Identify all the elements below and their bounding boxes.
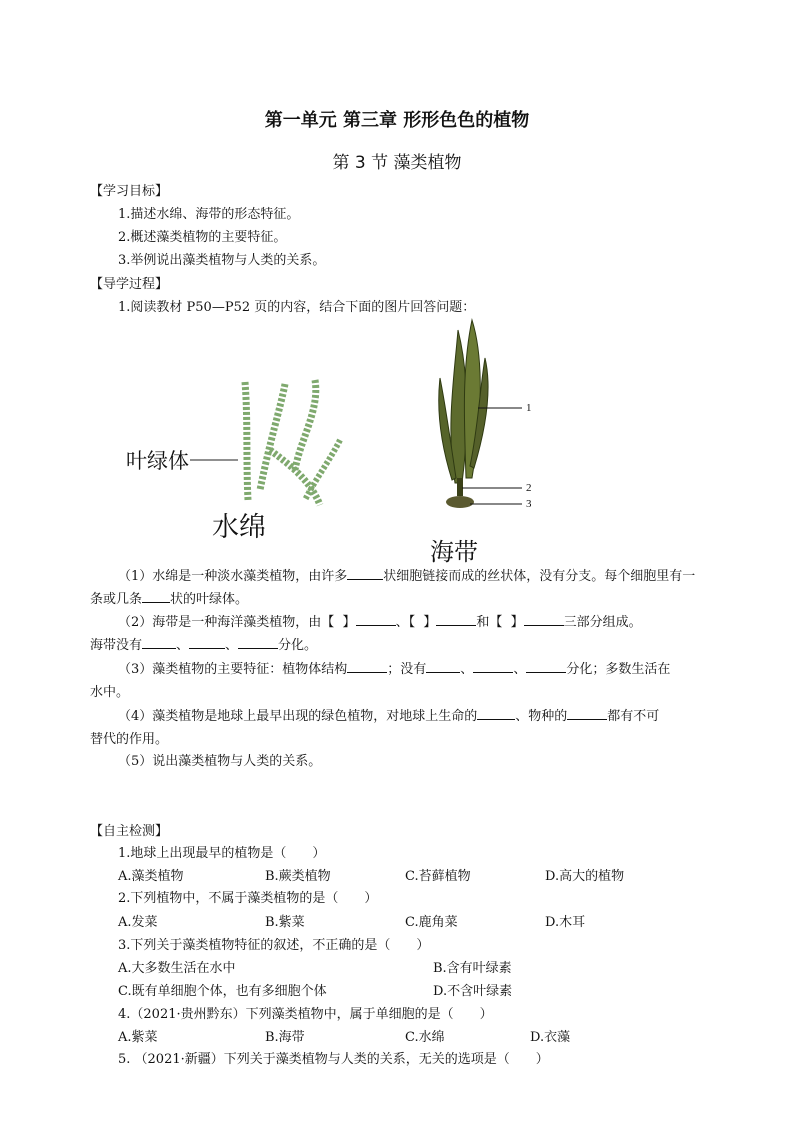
check-question-5: 5. （2021·新疆）下列关于藻类植物与人类的关系，无关的选项是（ ） bbox=[118, 1052, 549, 1067]
check-option: B.蕨类植物 bbox=[265, 869, 331, 884]
check-option: A.大多数生活在水中 bbox=[118, 961, 236, 976]
check-option: D.木耳 bbox=[545, 915, 586, 930]
process-heading: 【导学过程】 bbox=[90, 277, 169, 292]
question-4: （4）藻类植物是地球上最早出现的绿色植物，对地球上生命的 、物种的 都有不可 bbox=[118, 709, 660, 724]
check-option: A.发菜 bbox=[118, 915, 158, 930]
check-option: D.衣藻 bbox=[530, 1030, 571, 1045]
objective-item: 3.举例说出藻类植物与人类的关系。 bbox=[118, 253, 326, 268]
question-2: （2）海带是一种海洋藻类植物，由【 】 、【 】 和【 】 三部分组成。 bbox=[118, 615, 642, 630]
check-option: A.紫菜 bbox=[118, 1030, 158, 1045]
check-option: B.含有叶绿素 bbox=[433, 961, 512, 976]
check-question-2: 2.下列植物中，不属于藻类植物的是（ ） bbox=[118, 891, 378, 906]
check-question-1: 1.地球上出现最早的植物是（ ） bbox=[118, 846, 326, 861]
check-option: B.紫菜 bbox=[265, 915, 305, 930]
section-title: 第 3 节 藻类植物 bbox=[332, 153, 462, 173]
question-3-cont: 水中。 bbox=[90, 685, 130, 700]
check-question-4: 4.（2021·贵州黔东）下列藻类植物中，属于单细胞的是（ ） bbox=[118, 1007, 493, 1022]
chlorophyll-label: 叶绿体 bbox=[126, 449, 189, 473]
check-heading: 【自主检测】 bbox=[90, 824, 169, 839]
check-option: D.高大的植物 bbox=[545, 869, 625, 884]
objective-item: 2.概述藻类植物的主要特征。 bbox=[118, 230, 287, 245]
kelp-label-3: 3 bbox=[526, 498, 532, 510]
check-option: A.藻类植物 bbox=[118, 869, 184, 884]
page-title: 第一单元 第三章 形形色色的植物 bbox=[264, 110, 530, 131]
question-2-cont: 海带没有 、 、 分化。 bbox=[90, 638, 318, 653]
check-option: C.苔藓植物 bbox=[405, 869, 471, 884]
kelp-illustration bbox=[410, 318, 560, 518]
question-5: （5）说出藻类植物与人类的关系。 bbox=[118, 754, 322, 769]
check-question-3: 3.下列关于藻类植物特征的叙述，不正确的是（ ） bbox=[118, 938, 430, 953]
kelp-figure bbox=[410, 318, 560, 568]
kelp-label-2: 2 bbox=[526, 482, 532, 494]
objectives-heading: 【学习目标】 bbox=[90, 184, 169, 199]
check-option: B.海带 bbox=[265, 1030, 305, 1045]
check-option: C.水绵 bbox=[405, 1030, 445, 1045]
process-intro: 1.阅读教材 P50—P52 页的内容，结合下面的图片回答问题： bbox=[118, 300, 476, 315]
spirogyra-figure bbox=[120, 370, 360, 550]
objective-item: 1.描述水绵、海带的形态特征。 bbox=[118, 207, 300, 222]
question-1: （1）水绵是一种淡水藻类植物，由许多 状细胞链接而成的丝状体，没有分支。每个细胞里有一条或几条 状的叶绿体。 bbox=[90, 569, 696, 607]
question-3: （3）藻类植物的主要特征：植物体结构 ；没有 、 、 分化；多数生活在 bbox=[118, 662, 671, 677]
question-4-cont: 替代的作用。 bbox=[90, 732, 169, 747]
check-option: D.不含叶绿素 bbox=[433, 984, 513, 999]
kelp-label-1: 1 bbox=[526, 402, 532, 414]
kelp-caption: 海带 bbox=[430, 538, 478, 566]
spirogyra-caption: 水绵 bbox=[212, 512, 266, 543]
check-option: C.既有单细胞个体，也有多细胞个体 bbox=[118, 984, 327, 999]
check-option: C.鹿角菜 bbox=[405, 915, 458, 930]
